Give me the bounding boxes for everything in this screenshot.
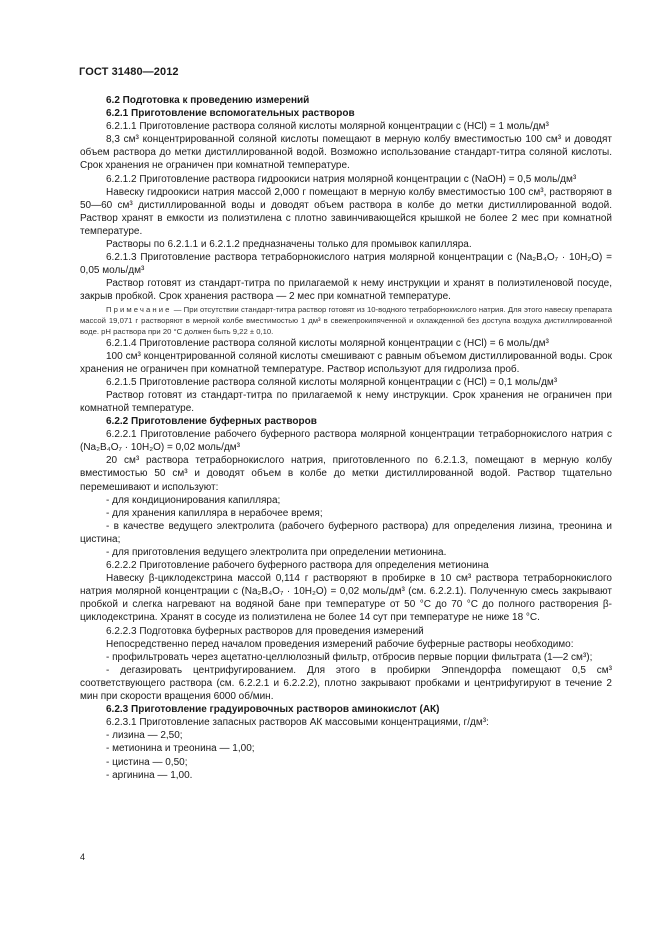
paragraph: Навеску β-циклодекстрина массой 0,114 г растворяют в пробирке в 10 см³ раствора тетраборнокислого натрия молярной концентрации c (Na₂B₄O₇ · 10H₂O) = 0,02 моль/дм³ (см. 6.2.2.1). Полученную смесь закрывают пробкой и слегка нагревают на водяной бане при температуре от 50 °С до 70 °С до полного растворения β-циклодекстрина. Хранят в сосуде из полиэтилена не более 14 сут при температуре не ниже 18 °С. [80, 573, 612, 624]
paragraph: 8,3 см³ концентрированной соляной кислоты помещают в мерную колбу вместимостью 100 см³ и доводят объем раствора до метки дистиллированной водой. Возможно использование стандарт-титра соляной кислоты. Срок хранения не ограничен при комнатной температуре. [80, 134, 612, 172]
heading-6-2-1: 6.2.1 Приготовление вспомогательных растворов [106, 108, 355, 120]
note-label: Примечание [106, 304, 172, 314]
list-item: - профильтровать через ацетатно-целлюлозный фильтр, отбросив первые порции фильтрата (1—2 см³); [106, 651, 593, 663]
list-item: - в качестве ведущего электролита (рабочего буферного раствора) для определения лизина, треонина и цистина; [80, 520, 612, 545]
page-number: 4 [80, 852, 86, 862]
paragraph: 6.2.2.1 Приготовление рабочего буферного раствора молярной концентрации тетраборнокислого натрия c (Na₂B₄O₇ · 10H₂O) = 0,02 моль/дм³ [80, 429, 612, 454]
list-item: - аргинина — 1,00. [106, 769, 193, 781]
list-item: - для приготовления ведущего электролита при определении метионина. [106, 547, 447, 558]
paragraph: 6.2.1.4 Приготовление раствора соляной кислоты молярной концентрации c (HCl) = 6 моль/дм³ [106, 337, 549, 349]
list-item: - лизина — 2,50; [106, 730, 183, 742]
document-header: ГОСТ 31480—2012 [79, 66, 179, 78]
paragraph: 100 см³ концентрированной соляной кислоты смешивают с равным объемом дистиллированной воды. Срок хранения не ограничен при комнатной температуре. Раствор используют для гидролиза проб. [80, 350, 612, 375]
list-item: - для хранения капилляра в нерабочее время; [106, 507, 323, 519]
paragraph: Навеску гидроокиси натрия массой 2,000 г помещают в мерную колбу вместимостью 100 см³, растворяют в 50—60 см³ дистиллированной воды и доводят объем раствора в колбе до метки дистиллированной водой. Раствор хранят в емкости из полиэтилена с плотно завинчивающейся крышкой не более 2 мес при комнатной температуре. [80, 186, 612, 237]
paragraph: 6.2.1.2 Приготовление раствора гидроокиси натрия молярной концентрации c (NaOH) = 0,5 моль/дм³ [106, 173, 577, 185]
heading-6-2-2: 6.2.2 Приготовление буферных растворов [106, 416, 317, 428]
paragraph: Раствор готовят из стандарт-титра по прилагаемой к нему инструкции. Срок хранения не ограничен при комнатной температуре. [80, 389, 612, 414]
list-item: - метионина и треонина — 1,00; [106, 743, 255, 755]
paragraph: Растворы по 6.2.1.1 и 6.2.1.2 предназначены только для промывок капилляра. [106, 239, 472, 251]
paragraph: 6.2.2.3 Подготовка буферных растворов для проведения измерений [106, 625, 424, 637]
paragraph: 20 см³ раствора тетраборнокислого натрия, приготовленного по 6.2.1.3, помещают в мерную колбу вместимостью 50 см³ и доводят объем в колбе до метки дистиллированной водой. Раствор тщательно перемешивают и используют: [80, 455, 612, 493]
paragraph: Непосредственно перед началом проведения измерений рабочие буферные растворы необходимо: [106, 638, 574, 650]
paragraph: 6.2.3.1 Приготовление запасных растворов АК массовыми концентрациями, г/дм³: [106, 717, 489, 729]
document-body [80, 94, 612, 782]
list-item: - дегазировать центрифугированием. Для этого в пробирки Эппендорфа помещают 0,5 см³ соответствующего раствора (см. 6.2.2.1 и 6.2.2.2), плотно закрывают пробками и центрифугируют в течение 2 мин при скорости вращения 6000 об/мин. [80, 664, 612, 703]
paragraph: Раствор готовят из стандарт-титра по прилагаемой к нему инструкции и хранят в полиэтиленовой посуде, закрыв пробкой. Срок хранения раствора — 2 мес при комнатной температуре. [80, 278, 612, 303]
list-item: - для кондиционирования капилляра; [106, 494, 281, 506]
paragraph: 6.2.1.3 Приготовление раствора тетраборнокислого натрия молярной концентрации c (Na₂B₄O₇ · 10H₂O) = 0,05 моль/дм³ [80, 252, 612, 277]
heading-6-2-3: 6.2.3 Приготовление градуировочных растворов аминокислот (АК) [106, 704, 440, 716]
heading-6-2: 6.2 Подготовка к проведению измерений [106, 95, 310, 106]
list-item: - цистина — 0,50; [106, 756, 188, 768]
paragraph: 6.2.1.5 Приготовление раствора соляной кислоты молярной концентрации c (HCl) = 0,1 моль/дм³ [106, 376, 558, 388]
paragraph: 6.2.2.2 Приготовление рабочего буферного раствора для определения метионина [106, 560, 489, 572]
paragraph: 6.2.1.1 Приготовление раствора соляной кислоты молярной концентрации c (HCl) = 1 моль/дм³ [106, 121, 549, 133]
note [80, 304, 612, 337]
note-text: — При отсутствии стандарт-титра раствор готовят из 10-водного тетраборнокислого натрия. Для этого навеску препарата массой 19,071 г растворяют в мерной колбе вместимостью 1 дм³ в свежепрокипяченной и охлажденной без доступа воздуха дистиллированной воде. pH раствора при 20 °С должен быть 9,22 ± 0,10. [80, 304, 612, 336]
